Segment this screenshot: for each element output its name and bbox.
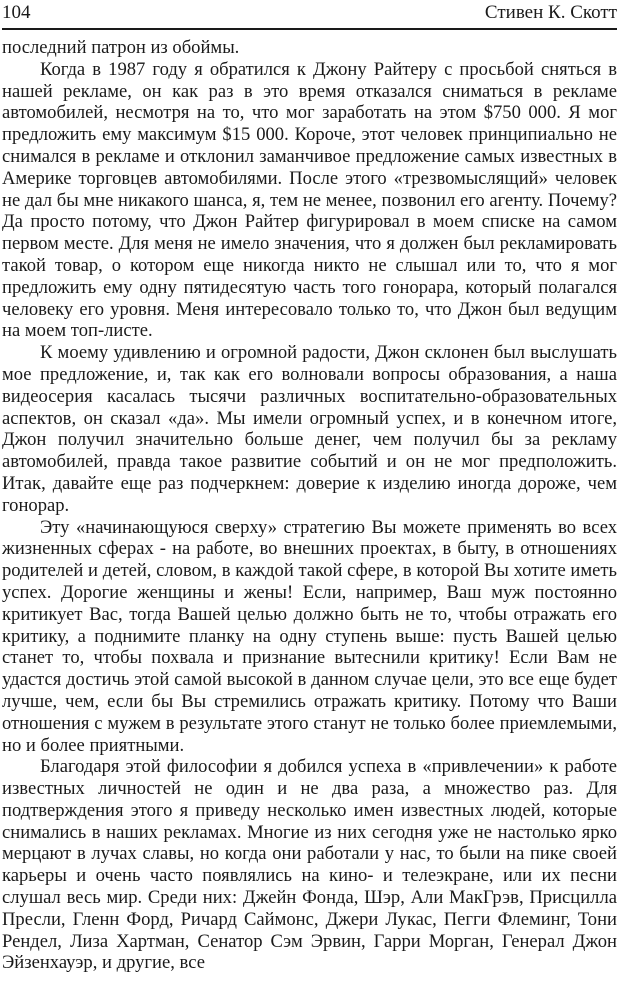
- paragraph: Когда в 1987 году я обратился к Джону Райтеру с просьбой сняться в нашей рекламе, он как раз в это время отказался сниматься в рекламе автомобилей, несмотря на то, что мог заработать на этом $750 000. Я мог предложить ему максимум $15 000. Короче, этот человек принципиально не снимался в рекламе и отклонил заманчивое предложение самых известных в Америке торговцев автомобилями. После этого «трезвомыслящий» человек не дал бы мне никакого шанса, я, тем не менее, позвонил его агенту. Почему? Да просто потому, что Джон Райтер фигурировал в моем списке на самом первом месте. Для меня не имело значения, что я должен был рекламировать такой товар, о котором еще никогда никто не слышал или то, что я мог предложить ему одну пятидесятую часть того гонорара, который полагался человеку его уровня. Меня интересовало только то, что Джон был ведущим на моем топ-листе.: [2, 58, 617, 342]
- body-text: [2, 37, 617, 974]
- paragraph-continuation: последний патрон из обоймы.: [2, 37, 240, 58]
- running-header: [2, 0, 617, 26]
- running-author: Стивен К. Скотт: [484, 2, 617, 23]
- paragraph: Благодаря этой философии я добился успеха в «привлечении» к работе известных личностей не один и не два раза, а множество раз. Для подтверждения этого я приведу несколько имен известных людей, которые снимались в наших рекламах. Многие из них сегодня уже не настолько ярко мерцают в лучах славы, но когда они работали у нас, то были на пике своей карьеры и очень часто появлялись на кино- и телеэкране, или их песни слушал весь мир. Среди них: Джейн Фонда, Шэр, Али МакГрэв, Присцилла Пресли, Гленн Форд, Ричард Саймонс, Джери Лукас, Пегги Флеминг, Тони Рендел, Лиза Хартман, Сенатор Сэм Эрвин, Гарри Морган, Генерал Джон Эйзенхауэр, и другие, все: [2, 756, 617, 974]
- header-rule: [2, 28, 617, 30]
- paragraph: К моему удивлению и огромной радости, Джон склонен был выслушать мое предложение, и, так как его волновали вопросы образования, а наша видеосерия касалась тысячи различных воспитательно-образовательных аспектов, он сказал «да». Мы имели огромный успех, и в конечном итоге, Джон получил значительно больше денег, чем получил бы за рекламу автомобилей, правда такое развитие событий и он не мог предположить. Итак, давайте еще раз подчеркнем: доверие к изделию иногда дороже, чем гонорар.: [2, 342, 617, 516]
- paragraph: Эту «начинающуюся сверху» стратегию Вы можете применять во всех жизненных сферах - на работе, во внешних проектах, в быту, в отношениях родителей и детей, словом, в каждой такой сфере, в которой Вы хотите иметь успех. Дорогие женщины и жены! Если, например, Ваш муж постоянно критикует Вас, тогда Вашей целью должно быть не то, чтобы отражать его критику, а поднимите планку на одну ступень выше: пусть Вашей целью станет то, чтобы похвала и признание вытеснили критику! Если Вам не удастся достичь этой самой высокой в данном случае цели, это все еще будет лучше, чем, если бы Вы стремились отражать критику. Потому что Ваши отношения с мужем в результате этого станут не только более приемлемыми, но и более приятными.: [2, 516, 617, 756]
- page-number: 104: [2, 2, 31, 23]
